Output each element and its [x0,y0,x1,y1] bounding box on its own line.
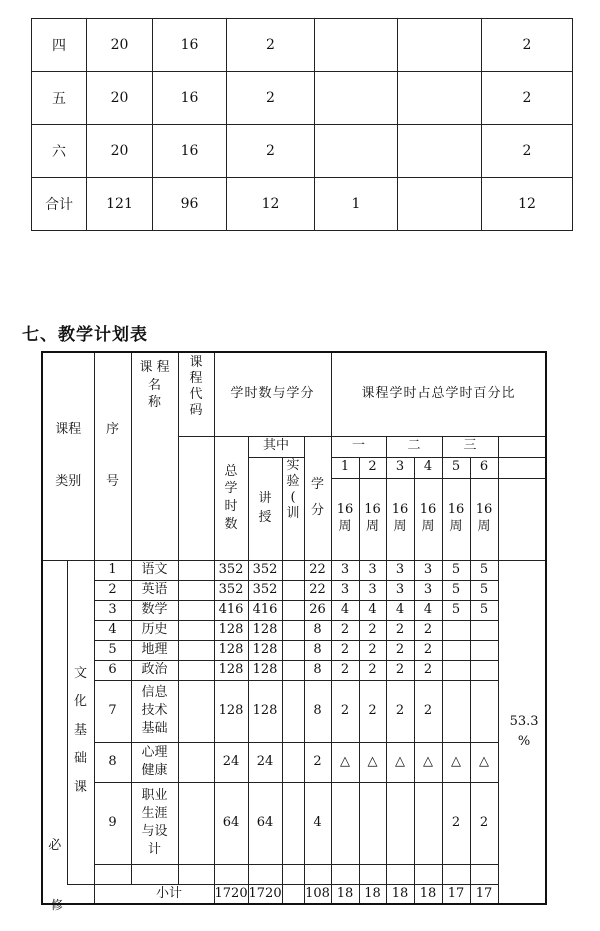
summary-row [32,178,573,231]
header-course-name [131,352,178,560]
plan-cell-code [178,782,214,864]
header-seq-line1: 序 [106,422,120,437]
plan-empty-cell [331,864,359,884]
plan-cell-lecture: 128 [248,620,282,640]
plan-cell-code [178,660,214,680]
header-weeks-2 [359,478,386,560]
plan-cell-no: 3 [94,600,131,620]
plan-row [42,600,546,620]
plan-empty-cell [359,864,386,884]
header-credit-text: 学 分 [311,477,325,518]
plan-cell-name: 英语 [131,580,178,600]
plan-cell-code [178,680,214,742]
plan-cell-term-4: 4 [414,600,442,620]
weeks-2-text: 16 周 [364,502,381,534]
plan-cell-term-5: 5 [442,580,470,600]
header-category-line1: 课程 [55,422,82,437]
plan-cell-total: 128 [214,680,248,742]
plan-cell-term-1: 2 [331,620,359,640]
plan-cell-term-2: △ [359,742,386,782]
header-total-hours-text: 总 学 时 数 [224,463,238,532]
section-title: 七、教学计划表 [22,325,148,345]
header-term-5: 5 [442,457,470,478]
plan-cell-no: 5 [94,640,131,660]
weeks-6-text: 16 周 [475,502,493,534]
plan-empty-cell [414,864,442,884]
plan-cell-term-4: 2 [414,620,442,640]
summary-cell-c3: 12 [227,178,315,231]
plan-cell-term-1: 2 [331,640,359,660]
plan-cell-credit: 22 [304,580,331,600]
summary-cell-c3: 2 [227,125,315,178]
header-course-name-text: 课 程 名 称 [139,360,170,411]
plan-cell-practice [282,600,304,620]
header-year-1: 一 [331,436,386,457]
plan-cell-credit: 4 [304,782,331,864]
plan-cell-practice [282,560,304,580]
plan-cell-term-6 [470,660,498,680]
plan-cell-credit: 2 [304,742,331,782]
header-seq [94,352,131,560]
header-practice [282,457,304,560]
header-year-3: 三 [442,436,498,457]
summary-cell-c2: 96 [153,178,227,231]
plan-cell-name: 地理 [131,640,178,660]
summary-cell-c1: 121 [87,178,153,231]
plan-cell-no: 6 [94,660,131,680]
plan-cell-term-2: 3 [359,580,386,600]
header-term-1: 1 [331,457,359,478]
plan-row [42,742,546,782]
plan-cell-term-3: 2 [386,640,414,660]
header-term-blank [498,457,546,478]
subtotal-term-5: 17 [442,884,470,904]
plan-cell-term-5 [442,680,470,742]
plan-row-empty [42,864,546,884]
plan-cell-total: 352 [214,580,248,600]
header-term-6: 6 [470,457,498,478]
teaching-plan-table [41,351,547,913]
plan-cell-no: 7 [94,680,131,742]
summary-cell-c4 [315,125,398,178]
group-category-cell [67,560,94,884]
summary-row [32,19,573,72]
plan-cell-term-3: 2 [386,660,414,680]
plan-cell-lecture: 352 [248,560,282,580]
plan-cell-term-4: 3 [414,560,442,580]
plan-cell-practice [282,620,304,640]
header-weeks-3 [386,478,414,560]
plan-cell-name: 数学 [131,600,178,620]
header-term-4: 4 [414,457,442,478]
plan-cell-credit: 8 [304,680,331,742]
header-weeks-blank [498,478,546,560]
header-practice-text: 实 验 ( 训 [286,457,300,522]
plan-row [42,660,546,680]
plan-cell-term-5: 5 [442,600,470,620]
plan-cell-term-3: 3 [386,560,414,580]
summary-cell-c6: 2 [482,19,573,72]
weeks-5-text: 16 周 [447,502,465,534]
plan-empty-cell [94,864,131,884]
plan-cell-term-2 [359,782,386,864]
plan-cell-name: 语文 [131,560,178,580]
plan-cell-lecture: 128 [248,660,282,680]
header-seq-line2: 号 [106,474,120,490]
summary-cell-c5 [398,72,482,125]
plan-cell-term-6 [470,680,498,742]
plan-cell-name: 职业 生涯 与设 计 [131,782,178,864]
header-course-code [178,352,214,436]
plan-cell-total: 352 [214,560,248,580]
plan-cell-term-1: 2 [331,660,359,680]
plan-cell-term-3: 4 [386,600,414,620]
header-term-2: 2 [359,457,386,478]
plan-cell-code [178,620,214,640]
header-percent-title: 课程学时占总学时百分比 [331,352,546,436]
plan-cell-total: 64 [214,782,248,864]
plan-cell-practice [282,680,304,742]
subtotal-total: 1720 [214,884,248,904]
summary-cell-c6: 12 [482,178,573,231]
plan-cell-term-3: 2 [386,680,414,742]
plan-cell-code [178,640,214,660]
plan-cell-no: 8 [94,742,131,782]
plan-empty-cell [248,864,282,884]
weeks-1-text: 16 周 [336,502,354,534]
subtotal-term-6: 17 [470,884,498,904]
summary-cell-c5 [398,125,482,178]
plan-cell-term-2: 2 [359,620,386,640]
plan-row [42,680,546,742]
plan-cell-credit: 8 [304,620,331,640]
header-among: 其中 [248,436,304,457]
plan-cell-term-4 [414,782,442,864]
summary-cell-c4: 1 [315,178,398,231]
header-lecture-text: 讲 授 [258,491,272,525]
summary-cell-c1: 20 [87,72,153,125]
header-code-blank [178,436,214,560]
plan-cell-term-3: △ [386,742,414,782]
weeks-3-text: 16 周 [391,502,409,534]
subtotal-practice [282,884,304,904]
subtotal-term-2: 18 [359,884,386,904]
plan-cell-practice [282,782,304,864]
plan-cell-total: 24 [214,742,248,782]
plan-cell-no: 9 [94,782,131,864]
plan-cell-lecture: 128 [248,640,282,660]
plan-empty-cell [470,864,498,884]
subtotal-label: 小计 [94,884,214,904]
summary-cell-label: 四 [32,19,87,72]
subtotal-term-3: 18 [386,884,414,904]
plan-cell-total: 128 [214,660,248,680]
plan-cell-term-3 [386,782,414,864]
plan-cell-no: 1 [94,560,131,580]
plan-cell-term-2: 4 [359,600,386,620]
plan-cell-lecture: 416 [248,600,282,620]
summary-row [32,72,573,125]
plan-empty-cell [304,864,331,884]
plan-cell-practice [282,580,304,600]
plan-cell-lecture: 128 [248,680,282,742]
plan-cell-term-2: 2 [359,640,386,660]
group-bottom-cell [42,884,94,913]
plan-cell-term-2: 3 [359,560,386,580]
plan-cell-term-1: 3 [331,580,359,600]
plan-row [42,640,546,660]
summary-cell-label: 合计 [32,178,87,231]
plan-cell-total: 128 [214,640,248,660]
plan-cell-code [178,600,214,620]
plan-cell-term-4: 2 [414,660,442,680]
group-bottom-char: 修 [51,898,64,913]
summary-cell-c4 [315,72,398,125]
plan-empty-cell [214,864,248,884]
plan-cell-credit: 8 [304,640,331,660]
plan-cell-term-1: 4 [331,600,359,620]
plan-cell-no: 4 [94,620,131,640]
plan-empty-cell [178,864,214,884]
plan-cell-term-6: △ [470,742,498,782]
header-lecture [248,457,282,560]
header-weeks-6 [470,478,498,560]
summary-cell-c1: 20 [87,19,153,72]
plan-cell-total: 128 [214,620,248,640]
summary-cell-c5 [398,178,482,231]
group-must-cell [42,560,67,884]
plan-cell-term-4: 3 [414,580,442,600]
plan-cell-term-1: △ [331,742,359,782]
plan-cell-term-6: 5 [470,560,498,580]
subtotal-term-1: 18 [331,884,359,904]
plan-row [42,560,546,580]
plan-cell-term-2: 2 [359,680,386,742]
plan-cell-practice [282,640,304,660]
plan-cell-total: 416 [214,600,248,620]
header-category [42,352,94,560]
summary-cell-c3: 2 [227,19,315,72]
plan-row [42,782,546,864]
plan-cell-term-1: 3 [331,560,359,580]
plan-empty-cell [386,864,414,884]
header-weeks-1 [331,478,359,560]
plan-cell-code [178,742,214,782]
plan-cell-term-4: 2 [414,640,442,660]
plan-cell-term-5 [442,620,470,640]
header-credit [304,436,331,560]
summary-cell-c1: 20 [87,125,153,178]
group-must-char: 必 [48,837,62,853]
header-weeks-5 [442,478,470,560]
plan-cell-term-4: 2 [414,680,442,742]
plan-cell-practice [282,742,304,782]
plan-cell-name: 历史 [131,620,178,640]
plan-empty-cell [282,864,304,884]
plan-cell-code [178,560,214,580]
summary-cell-c2: 16 [153,19,227,72]
summary-cell-c6: 2 [482,125,573,178]
header-category-line2: 类别 [55,474,82,490]
summary-table [31,18,573,231]
summary-cell-c2: 16 [153,125,227,178]
summary-cell-c5 [398,19,482,72]
plan-row [42,580,546,600]
plan-empty-cell [442,864,470,884]
subtotal-lecture: 1720 [248,884,282,904]
weeks-4-text: 16 周 [419,502,437,534]
summary-row [32,125,573,178]
summary-cell-c4 [315,19,398,72]
plan-cell-term-5 [442,640,470,660]
plan-cell-term-5: 2 [442,782,470,864]
plan-cell-term-3: 2 [386,620,414,640]
plan-cell-term-6 [470,640,498,660]
plan-cell-name: 心理 健康 [131,742,178,782]
header-total-hours [214,436,248,560]
plan-cell-credit: 26 [304,600,331,620]
plan-empty-cell [131,864,178,884]
summary-cell-c3: 2 [227,72,315,125]
summary-cell-label: 五 [32,72,87,125]
plan-cell-credit: 8 [304,660,331,680]
header-weeks-4 [414,478,442,560]
plan-cell-lecture: 352 [248,580,282,600]
plan-cell-term-6 [470,620,498,640]
subtotal-credit: 108 [304,884,331,904]
plan-cell-term-4: △ [414,742,442,782]
header-term-3: 3 [386,457,414,478]
subtotal-term-4: 18 [414,884,442,904]
plan-subtotal-row [42,884,546,904]
plan-cell-credit: 22 [304,560,331,580]
header-course-code-text: 课 程 代 码 [189,355,203,418]
plan-cell-lecture: 64 [248,782,282,864]
plan-cell-practice [282,660,304,680]
header-year-2: 二 [386,436,442,457]
plan-cell-name: 政治 [131,660,178,680]
plan-cell-code [178,580,214,600]
header-year-blank [498,436,546,457]
plan-cell-term-1 [331,782,359,864]
group-percent-cell [498,560,546,904]
group-percent-text: 53.3 % [509,714,539,749]
plan-cell-term-6: 2 [470,782,498,864]
summary-cell-c6: 2 [482,72,573,125]
plan-cell-name: 信息 技术 基础 [131,680,178,742]
plan-cell-lecture: 24 [248,742,282,782]
plan-cell-term-5: △ [442,742,470,782]
plan-row [42,620,546,640]
group-category-text: 文 化 基 础 课 [74,665,88,796]
plan-cell-term-5 [442,660,470,680]
plan-cell-term-6: 5 [470,600,498,620]
plan-cell-term-2: 2 [359,660,386,680]
plan-cell-term-6: 5 [470,580,498,600]
plan-cell-term-1: 2 [331,680,359,742]
summary-cell-c2: 16 [153,72,227,125]
header-hours-credits: 学时数与学分 [214,352,331,436]
plan-cell-term-3: 3 [386,580,414,600]
summary-cell-label: 六 [32,125,87,178]
plan-cell-no: 2 [94,580,131,600]
plan-cell-term-5: 5 [442,560,470,580]
